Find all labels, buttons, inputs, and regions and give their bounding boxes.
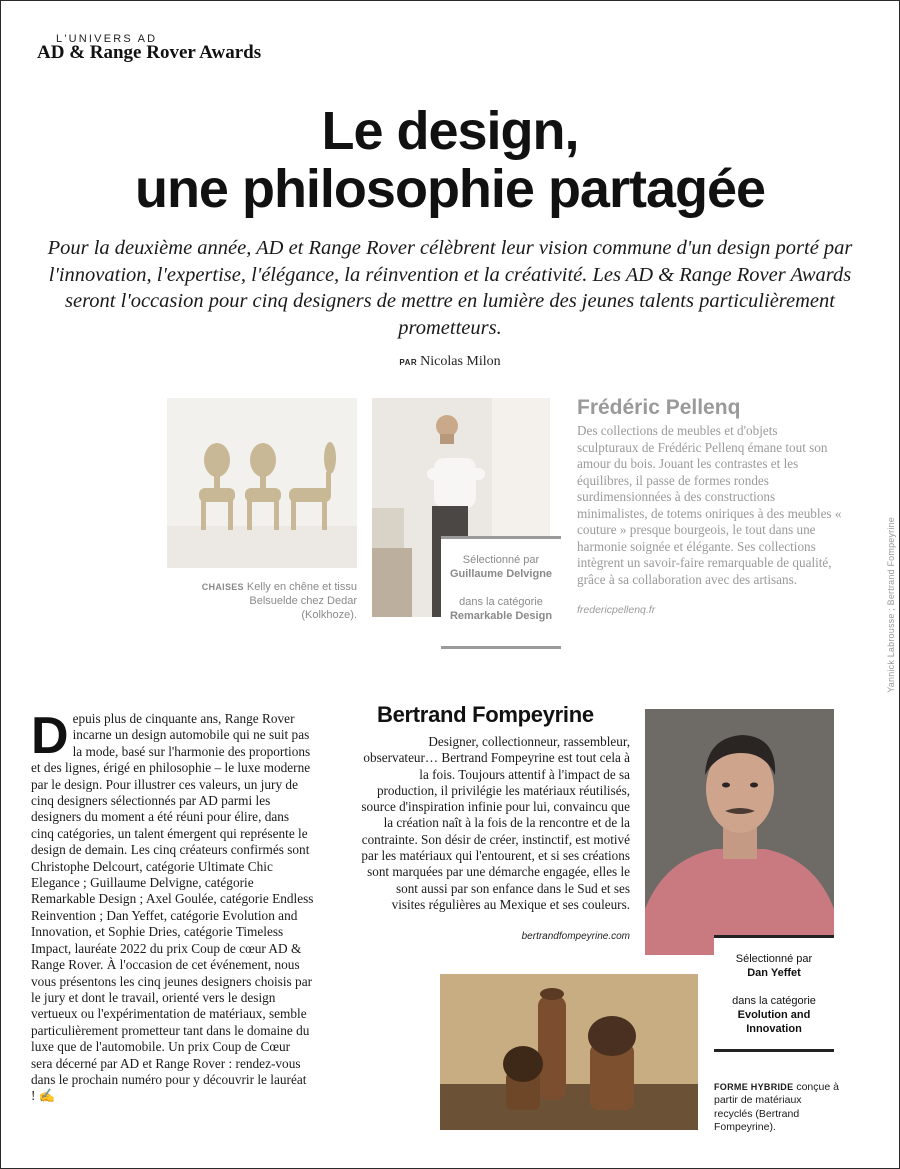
rubric-title: AD & Range Rover Awards xyxy=(37,42,262,63)
bertrand-portrait-illustration xyxy=(645,709,834,955)
frederic-text: Des collections de meubles et d'objets sculpturaux de Frédéric Pellenq émane tout son amour du bois. Jouant les contrastes et les équilibres, il passe de formes rondes surdimensionnées à des constructions minimalistes, de totems oniriques à des meubles « couture » presque bourgeois, le tout dans une harmonie soignée et élégante. Ses collections intègrent un savoir-faire remarquable de qualité, grâce à sa collaboration avec des artisans. xyxy=(577,423,842,587)
cactus-illustration xyxy=(440,974,698,1130)
byline-prefix: PAR xyxy=(399,358,418,367)
dropcap: D xyxy=(31,707,69,765)
chairs-caption-text: Kelly en chêne et tissu Belsuelde chez Dedar (Kolkhoze). xyxy=(246,581,357,621)
rubric-kicker: L'UNIVERS AD xyxy=(56,33,158,45)
frederic-website-link[interactable]: fredericpellenq.fr xyxy=(577,604,656,616)
article-body-text: epuis plus de cinquante ans, Range Rover incarne un design automobile qui ne suit pas la mode, basé sur l'harmonie des proportions et des lignes, érigé en philosophie – le luxe moderne par le design. Pour illustrer ces valeurs, un jury de cinq designers sélectionnés par AD parmi les designers du moment a été réuni pour élire, dans cinq catégories, un talent émergent qui représente le design de demain. Les cinq créateurs confirmés sont Christophe Delcourt, catégorie Ultimate Chic Elegance ; Guillaume Delvigne, catégorie Remarkable Design ; Axel Goulée, catégorie Endless Reinvention ; Dan Yeffet, catégorie Evolution and Innovation, et Sophie Dries, catégorie Timeless Impact, lauréate 2022 du prix Coup de cœur AD & Range Rover. À l'occasion de cet événement, nous vous présentons les cinq jeunes designers choisis par le jury et dont le travail, orienté vers le design vertueux ou l'expérimentation de matériaux, semble particulièrement prometteur tant dans le domaine du luxe que de l'automobile. Un prix Coup de Cœur sera décerné par AD et Range Rover : rendez-vous dans le prochain numéro pour y découvrir le lauréat ! xyxy=(31,711,314,1104)
selection-selector: Guillaume Delvigne xyxy=(449,568,553,580)
photo-credit: Yannick Labrousse ; Bertrand Fompeyrine xyxy=(886,517,896,693)
bertrand-name: Bertrand Fompeyrine xyxy=(377,702,594,727)
chairs-caption xyxy=(200,580,357,622)
frederic-name: Frédéric Pellenq xyxy=(577,396,741,419)
bertrand-text: Designer, collectionneur, rassembleur, observateur… Bertrand Fompeyrine est tout cela à la fois. Toujours attentif à l'impact de sa production, il privilégie les matériaux réutilisés, source d'inspiration infinie pour lui, convaincu que la création naît à la fois de la rencontre et de la contrainte. Son désir de créer, instinctif, est motivé par les matériaux qui l'entourent, et si ses créations sont marquées par une démarche engagée, elles le sont aussi par son enfance dans le Sud et ses visites régulières au Mexique et ses couleurs. xyxy=(361,734,630,912)
bertrand-website-link[interactable]: bertrandfompeyrine.com xyxy=(521,931,630,942)
cactus-caption-lead: FORME HYBRIDE xyxy=(714,1082,794,1092)
selection-category-label: dans la catégorie xyxy=(732,995,816,1007)
end-mark-icon: ✍ xyxy=(38,1088,56,1104)
byline-author: Nicolas Milon xyxy=(420,354,501,369)
selection-category: Remarkable Design xyxy=(449,610,553,622)
article-body xyxy=(31,707,314,1105)
bertrand-portrait xyxy=(645,709,834,955)
page-title xyxy=(0,102,900,218)
title-line-2: une philosophie partagée xyxy=(134,159,766,219)
lead-paragraph: Pour la deuxième année, AD et Range Rover célèbrent leur vision commune d'un design porté par l'innovation, l'expertise, l'élégance, la réinvention et la créativité. Les AD & Range Rover Awards seront l'occasion pour cinq designers de mettre en lumière des jeunes talents particulièrement prometteurs. xyxy=(47,237,853,339)
chairs-photo xyxy=(167,398,357,568)
cactus-caption-text: conçue à partir de matériaux recyclés (Bertrand Fompeyrine). xyxy=(714,1081,839,1134)
cactus-caption xyxy=(714,1081,839,1135)
selection-label: Sélectionné par xyxy=(462,554,540,566)
selection-selector: Dan Yeffet xyxy=(747,967,801,979)
selection-category-label: dans la catégorie xyxy=(459,596,543,608)
byline xyxy=(0,354,900,370)
frederic-selection-box xyxy=(441,536,561,649)
bertrand-selection-box xyxy=(714,935,834,1052)
selection-label: Sélectionné par xyxy=(735,953,813,965)
cactus-sculptures-photo xyxy=(440,974,698,1130)
chairs-illustration xyxy=(167,398,357,568)
selection-category: Evolution and Innovation xyxy=(737,1009,811,1035)
chairs-caption-lead: CHAISES xyxy=(201,582,244,592)
title-line-1: Le design, xyxy=(321,101,579,161)
